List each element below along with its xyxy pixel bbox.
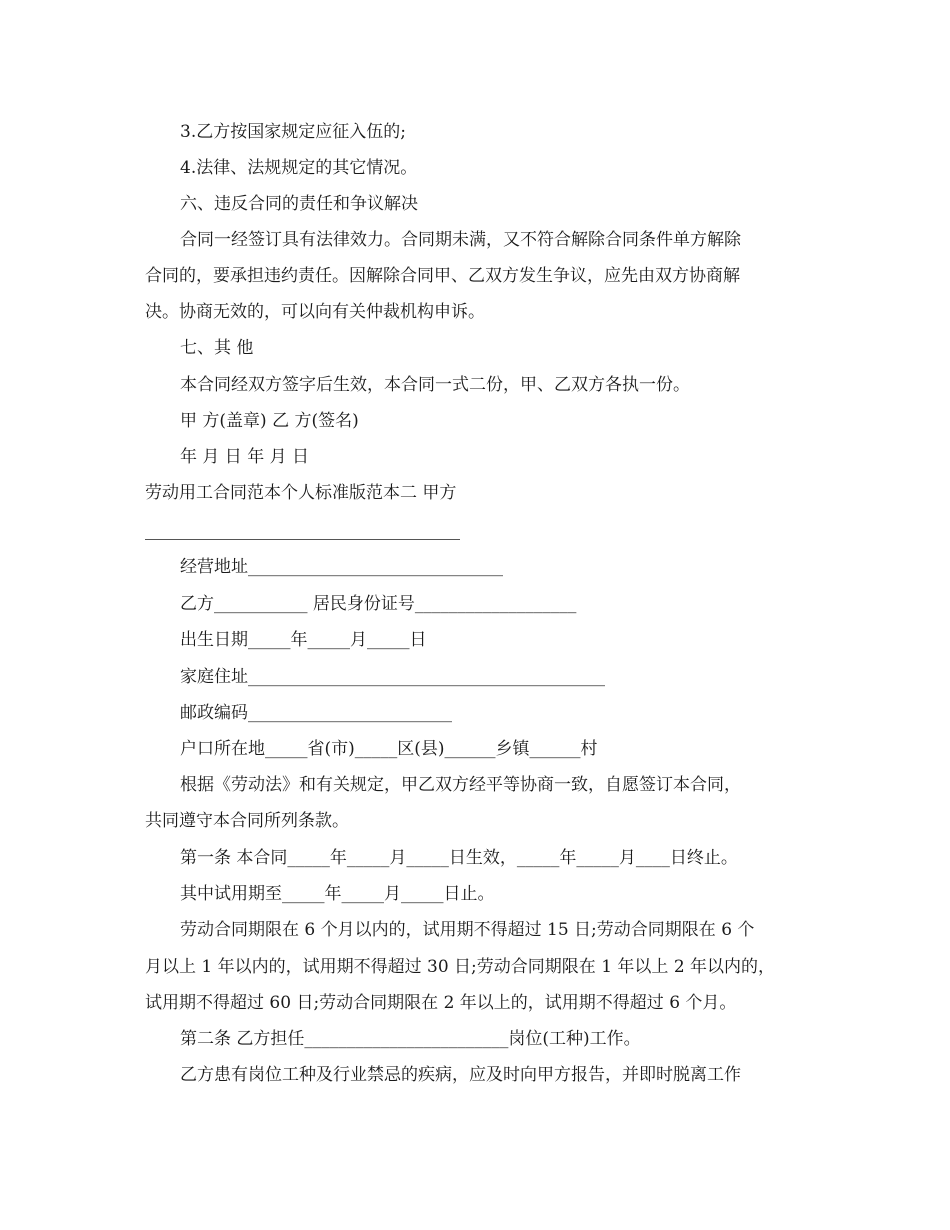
article-line: 第一条 本合同_____年_____月_____日生效，_____年_____月____日终止。	[180, 848, 738, 868]
form-field-line: 邮政编码________________________	[180, 703, 452, 723]
paragraph-line: 合同一经签订具有法律效力。合同期未满，又不符合解除合同条件单方解除	[180, 230, 741, 250]
article-line: 第二条 乙方担任________________________岗位(工种)工作。	[180, 1029, 641, 1049]
paragraph-line: 月以上 1 年以内的，试用期不得超过 30 日;劳动合同期限在 1 年以上 2 年以内的，	[145, 957, 776, 977]
signature-line: 甲 方(盖章) 乙 方(签名)	[180, 411, 359, 431]
form-field-line: 经营地址______________________________	[180, 557, 503, 577]
paragraph-line: 乙方患有岗位工种及行业禁忌的疾病，应及时向甲方报告，并即时脱离工作	[180, 1065, 741, 1085]
section-heading: 六、违反合同的责任和争议解决	[180, 194, 418, 214]
paragraph-line: 根据《劳动法》和有关规定，甲乙双方经平等协商一致，自愿签订本合同，	[180, 775, 741, 795]
document-title: 劳动用工合同范本个人标准版范本二 甲方	[145, 483, 457, 503]
form-field-line: 家庭住址__________________________________________	[180, 667, 605, 687]
paragraph-line: 共同遵守本合同所列条款。	[145, 811, 349, 831]
paragraph-line: 本合同经双方签字后生效，本合同一式二份，甲、乙双方各执一份。	[180, 375, 690, 395]
section-heading: 七、其 他	[180, 338, 254, 358]
form-field-line: 乙方___________ 居民身份证号___________________	[180, 594, 577, 614]
form-field-line: 出生日期_____年_____月_____日	[180, 630, 427, 650]
date-line: 年 月 日 年 月 日	[180, 447, 310, 467]
clause-line: 3.乙方按国家规定应征入伍的;	[180, 122, 406, 142]
article-line: 其中试用期至_____年_____月_____日止。	[180, 884, 495, 904]
paragraph-line: 合同的，要承担违约责任。因解除合同甲、乙双方发生争议，应先由双方协商解	[145, 266, 740, 286]
paragraph-line: 决。协商无效的，可以向有关仲裁机构申诉。	[145, 302, 485, 322]
paragraph-line: 劳动合同期限在 6 个月以内的，试用期不得超过 15 日;劳动合同期限在 6 个	[180, 920, 755, 940]
blank-underline	[145, 539, 460, 540]
clause-line: 4.法律、法规规定的其它情况。	[180, 158, 418, 178]
paragraph-line: 试用期不得超过 60 日;劳动合同期限在 2 年以上的，试用期不得超过 6 个月。	[145, 993, 737, 1013]
form-field-line: 户口所在地_____省(市)_____区(县)______乡镇______村	[180, 739, 598, 759]
